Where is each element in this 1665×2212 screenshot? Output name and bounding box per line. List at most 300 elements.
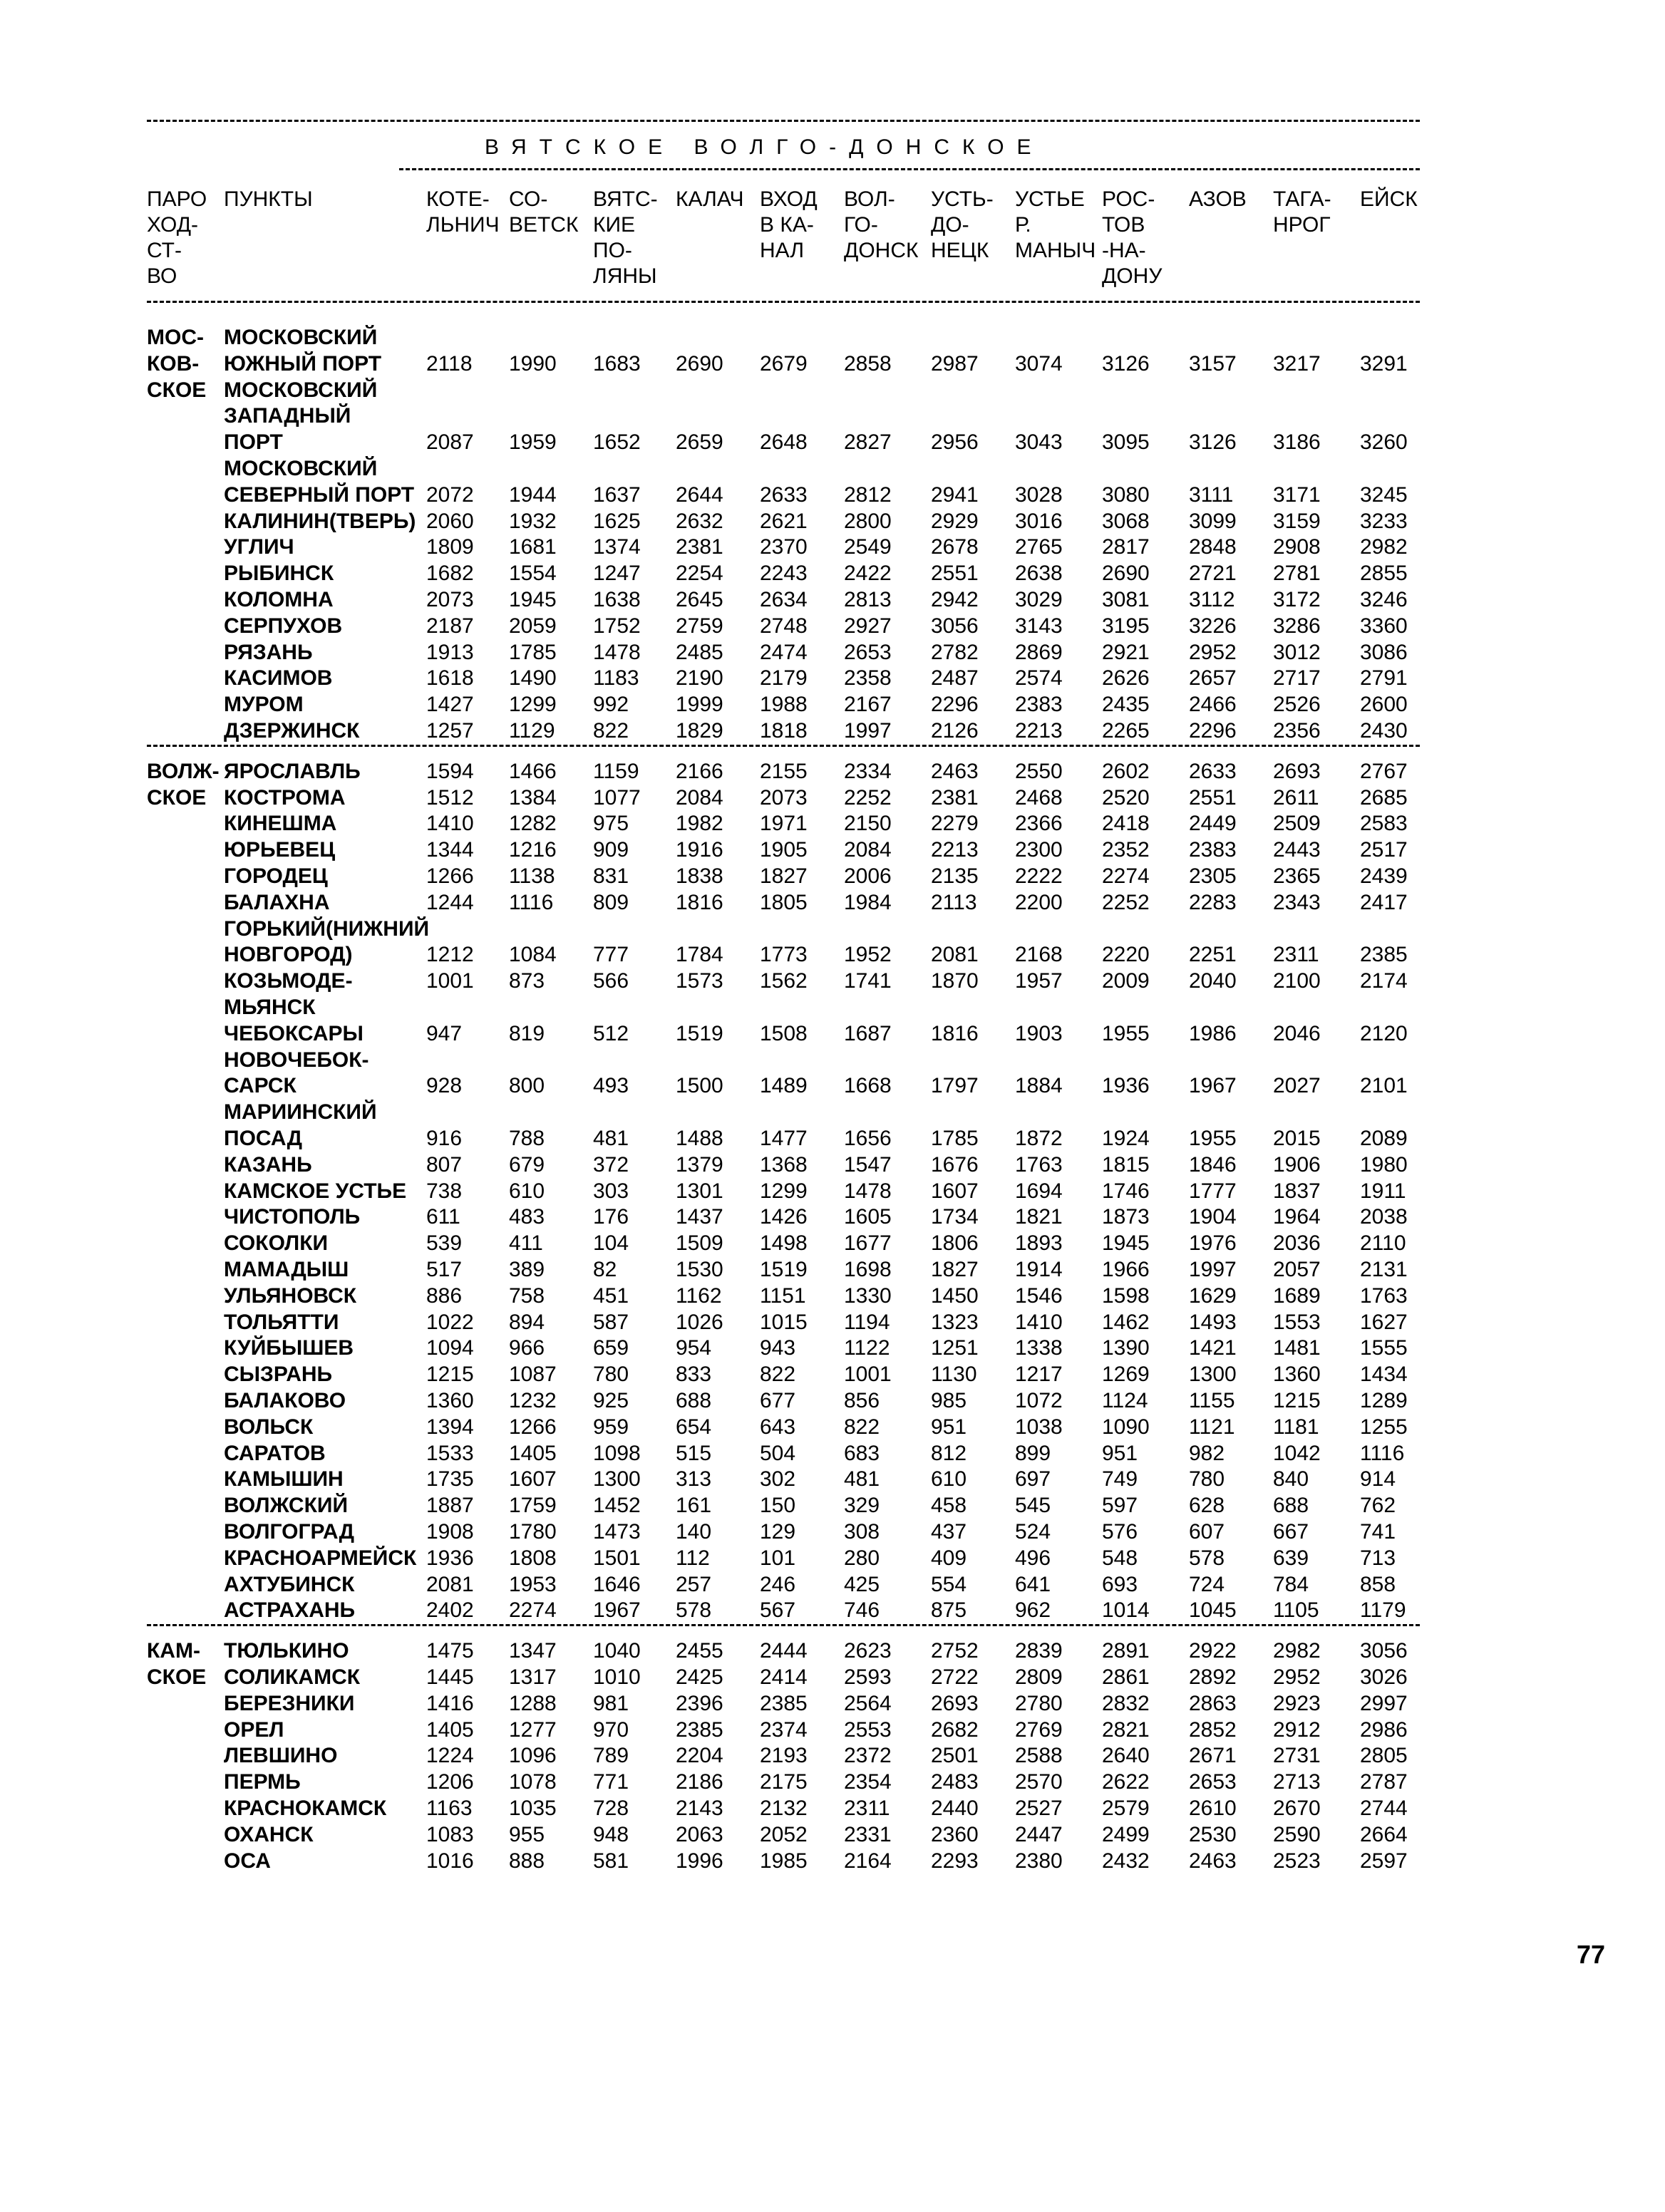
table-cell: 1605 <box>844 1205 892 1229</box>
table-cell: 1827 <box>931 1258 979 1281</box>
table-cell: 2164 <box>844 1849 892 1873</box>
table-cell: 1512 <box>426 785 474 810</box>
table-cell: 2855 <box>1360 562 1408 586</box>
table-cell: 1955 <box>1102 1021 1150 1045</box>
table-cell: 1015 <box>760 1310 808 1334</box>
table-cell: 1087 <box>509 1363 557 1387</box>
table-cell: 2383 <box>1189 838 1237 862</box>
table-cell: 2812 <box>844 482 892 507</box>
table-cell: 2356 <box>1273 719 1321 743</box>
table-cell: 1827 <box>760 864 808 888</box>
table-cell: 3028 <box>1015 482 1063 507</box>
row-label: ЮРЬЕВЕЦ <box>224 838 336 862</box>
table-cell: 610 <box>509 1179 545 1203</box>
table-cell: 308 <box>844 1520 880 1544</box>
table-cell: 916 <box>426 1127 463 1150</box>
table-cell: 2352 <box>1102 838 1150 862</box>
table-cell: 1090 <box>1102 1415 1150 1439</box>
column-header: АЗОВ <box>1189 187 1247 211</box>
table-cell: 1627 <box>1360 1310 1408 1334</box>
table-cell: 566 <box>593 969 629 993</box>
table-cell: 1478 <box>593 640 641 664</box>
table-cell: 2780 <box>1015 1691 1063 1715</box>
table-cell: 2131 <box>1360 1258 1408 1281</box>
table-cell: 2220 <box>1102 943 1150 967</box>
table-cell: 524 <box>1015 1520 1051 1544</box>
table-cell: 693 <box>1102 1572 1138 1596</box>
table-cell: 2956 <box>931 430 979 455</box>
table-cell: 1347 <box>509 1639 557 1663</box>
table-cell: 607 <box>1189 1520 1225 1544</box>
table-cell: 1338 <box>1015 1336 1063 1360</box>
table-cell: 3074 <box>1015 351 1063 376</box>
table-cell: 2175 <box>760 1770 808 1794</box>
table-cell: 2791 <box>1360 666 1408 691</box>
table-cell: 1741 <box>844 969 892 993</box>
table-cell: 3086 <box>1360 640 1408 664</box>
table-cell: 2396 <box>676 1691 723 1715</box>
table-cell: 1945 <box>509 588 557 611</box>
table-cell: 856 <box>844 1389 880 1412</box>
table-cell: 2213 <box>931 838 979 862</box>
table-cell: 1368 <box>760 1152 808 1177</box>
table-cell: 2046 <box>1273 1021 1321 1045</box>
table-cell: 2550 <box>1015 759 1063 783</box>
group-label: КАМ- <box>147 1639 200 1663</box>
table-cell: 1815 <box>1102 1152 1150 1177</box>
table-cell: 2863 <box>1189 1691 1237 1715</box>
table-cell: 2265 <box>1102 719 1150 743</box>
table-cell: 3029 <box>1015 588 1063 611</box>
table-cell: 2385 <box>1360 943 1408 967</box>
table-cell: 1300 <box>1189 1363 1237 1387</box>
table-cell: 1116 <box>1360 1441 1405 1465</box>
table-cell: 2892 <box>1189 1665 1237 1689</box>
row-label: СЫЗРАНЬ <box>224 1363 333 1387</box>
table-cell: 1162 <box>676 1283 722 1308</box>
table-cell: 2417 <box>1360 890 1408 914</box>
table-cell: 2671 <box>1189 1744 1237 1768</box>
table-cell: 812 <box>931 1441 967 1465</box>
table-cell: 2381 <box>676 535 723 559</box>
table-cell: 2748 <box>760 614 808 638</box>
table-cell: 2640 <box>1102 1744 1150 1768</box>
table-cell: 858 <box>1360 1572 1396 1596</box>
table-cell: 2520 <box>1102 785 1150 810</box>
table-cell: 2374 <box>760 1717 808 1742</box>
table-cell: 2693 <box>931 1691 979 1715</box>
table-cell: 1996 <box>676 1849 723 1873</box>
table-cell: 82 <box>593 1258 617 1281</box>
row-label: ГОРЬКИЙ(НИЖНИЙ <box>224 916 430 941</box>
table-cell: 313 <box>676 1467 712 1492</box>
table-cell: 943 <box>760 1336 796 1360</box>
table-cell: 176 <box>593 1205 629 1229</box>
table-cell: 129 <box>760 1520 796 1544</box>
table-cell: 1405 <box>426 1717 474 1742</box>
table-cell: 1072 <box>1015 1389 1063 1412</box>
page-number: 77 <box>1577 1940 1606 1969</box>
table-cell: 437 <box>931 1520 967 1544</box>
table-cell: 3217 <box>1273 351 1321 376</box>
table-cell: 966 <box>509 1336 545 1360</box>
row-label: САРАТОВ <box>224 1441 326 1465</box>
table-cell: 2435 <box>1102 693 1150 717</box>
table-cell: 1903 <box>1015 1021 1063 1045</box>
table-cell: 2693 <box>1273 759 1321 783</box>
table-cell: 1914 <box>1015 1258 1063 1281</box>
table-cell: 2781 <box>1273 562 1321 586</box>
table-cell: 2110 <box>1360 1231 1406 1256</box>
table-cell: 2402 <box>426 1598 474 1623</box>
table-cell: 389 <box>509 1258 545 1281</box>
table-cell: 1773 <box>760 943 808 967</box>
table-cell: 2466 <box>1189 693 1237 717</box>
table-cell: 2952 <box>1273 1665 1321 1689</box>
table-cell: 641 <box>1015 1572 1051 1596</box>
table-cell: 909 <box>593 838 629 862</box>
table-cell: 1216 <box>509 838 557 862</box>
table-cell: 639 <box>1273 1546 1309 1570</box>
table-cell: 1936 <box>426 1546 474 1570</box>
table-cell: 1251 <box>931 1336 979 1360</box>
table-cell: 611 <box>426 1205 460 1229</box>
table-cell: 1489 <box>760 1074 808 1098</box>
row-label: ЧИСТОПОЛЬ <box>224 1205 361 1229</box>
table-cell: 1816 <box>676 890 723 914</box>
table-cell: 504 <box>760 1441 796 1465</box>
table-cell: 2982 <box>1273 1639 1321 1663</box>
table-cell: 246 <box>760 1572 796 1596</box>
row-label: ГОРОДЕЦ <box>224 864 328 888</box>
table-cell: 2861 <box>1102 1665 1150 1689</box>
table-cell: 2588 <box>1015 1744 1063 1768</box>
table-cell: 822 <box>844 1415 880 1439</box>
table-cell: 1040 <box>593 1639 641 1663</box>
table-cell: 2809 <box>1015 1665 1063 1689</box>
table-cell: 2204 <box>676 1744 723 1768</box>
table-cell: 2193 <box>760 1744 808 1768</box>
group-label: КОВ- <box>147 351 200 376</box>
table-cell: 3157 <box>1189 351 1237 376</box>
table-cell: 2769 <box>1015 1717 1063 1742</box>
row-label: ЧЕБОКСАРЫ <box>224 1021 364 1045</box>
divider <box>147 1624 1420 1626</box>
table-cell: 2644 <box>676 482 723 507</box>
row-label: НОВГОРОД) <box>224 943 353 967</box>
table-cell: 654 <box>676 1415 712 1439</box>
table-cell: 2645 <box>676 588 723 611</box>
table-cell: 2986 <box>1360 1717 1408 1742</box>
table-cell: 2611 <box>1273 785 1319 810</box>
table-cell: 643 <box>760 1415 796 1439</box>
column-header: СО- ВЕТСК <box>509 187 579 237</box>
table-cell: 2551 <box>1189 785 1237 810</box>
table-cell: 2385 <box>676 1717 723 1742</box>
table-cell: 955 <box>509 1822 545 1846</box>
table-cell: 2487 <box>931 666 979 691</box>
table-cell: 3111 <box>1189 482 1234 507</box>
table-cell: 1026 <box>676 1310 723 1334</box>
column-header: ПУНКТЫ <box>224 187 313 211</box>
table-cell: 2685 <box>1360 785 1408 810</box>
table-cell: 2713 <box>1273 1770 1321 1794</box>
table-cell: 1288 <box>509 1691 557 1715</box>
table-cell: 1683 <box>593 351 641 376</box>
table-cell: 2717 <box>1273 666 1321 691</box>
table-cell: 628 <box>1189 1494 1225 1518</box>
table-cell: 2679 <box>760 351 808 376</box>
row-label: ЛЕВШИНО <box>224 1744 338 1768</box>
table-cell: 2952 <box>1189 640 1237 664</box>
table-cell: 1677 <box>844 1231 892 1256</box>
table-cell: 1816 <box>931 1021 979 1045</box>
table-cell: 2800 <box>844 509 892 533</box>
table-cell: 1266 <box>426 864 474 888</box>
table-cell: 2040 <box>1189 969 1237 993</box>
table-cell: 2305 <box>1189 864 1237 888</box>
table-cell: 1301 <box>676 1179 723 1203</box>
row-label: КРАСНОКАМСК <box>224 1797 387 1820</box>
table-cell: 2858 <box>844 351 892 376</box>
table-cell: 3081 <box>1102 588 1150 611</box>
table-cell: 2787 <box>1360 1770 1408 1794</box>
table-cell: 2222 <box>1015 864 1063 888</box>
table-cell: 1955 <box>1189 1127 1237 1150</box>
table-cell: 2425 <box>676 1665 723 1689</box>
table-cell: 948 <box>593 1822 629 1846</box>
table-cell: 1519 <box>676 1021 723 1045</box>
table-cell: 2143 <box>676 1797 723 1820</box>
row-label: МАМАДЫШ <box>224 1258 349 1281</box>
table-cell: 1215 <box>1273 1389 1321 1412</box>
table-cell: 1010 <box>593 1665 641 1689</box>
table-cell: 2072 <box>426 482 474 507</box>
table-cell: 1638 <box>593 588 641 611</box>
table-cell: 2372 <box>844 1744 892 1768</box>
row-label: МУРОМ <box>224 693 304 717</box>
table-cell: 1964 <box>1273 1205 1321 1229</box>
table-cell: 3095 <box>1102 430 1150 455</box>
table-cell: 2155 <box>760 759 808 783</box>
column-header: КОТЕ- ЛЬНИЧ <box>426 187 500 237</box>
table-cell: 2485 <box>676 640 723 664</box>
table-cell: 925 <box>593 1389 629 1412</box>
table-cell: 2678 <box>931 535 979 559</box>
table-cell: 2443 <box>1273 838 1321 862</box>
table-cell: 1646 <box>593 1572 641 1596</box>
table-cell: 1078 <box>509 1770 557 1794</box>
table-cell: 1554 <box>509 562 557 586</box>
table-cell: 2118 <box>426 351 473 376</box>
table-banner: ВЯТСКОЕ ВОЛГО-ДОНСКОЕ <box>485 135 1044 159</box>
table-cell: 1808 <box>509 1546 557 1570</box>
table-cell: 2089 <box>1360 1127 1408 1150</box>
table-cell: 3233 <box>1360 509 1408 533</box>
table-cell: 1045 <box>1189 1598 1237 1623</box>
table-cell: 2186 <box>676 1770 723 1794</box>
column-header: ТАГА- НРОГ <box>1273 187 1331 237</box>
table-cell: 2852 <box>1189 1717 1237 1742</box>
table-cell: 1763 <box>1360 1283 1408 1308</box>
table-cell: 1374 <box>593 535 641 559</box>
table-cell: 1906 <box>1273 1152 1321 1177</box>
table-cell: 992 <box>593 693 629 717</box>
table-cell: 1988 <box>760 693 808 717</box>
table-cell: 2848 <box>1189 535 1237 559</box>
table-cell: 1038 <box>1015 1415 1063 1439</box>
table-cell: 1952 <box>844 943 892 967</box>
table-cell: 2084 <box>676 785 723 810</box>
table-cell: 1734 <box>931 1205 979 1229</box>
table-cell: 2821 <box>1102 1717 1150 1742</box>
table-cell: 2060 <box>426 509 474 533</box>
table-cell: 1437 <box>676 1205 723 1229</box>
table-cell: 1809 <box>426 535 474 559</box>
table-cell: 1434 <box>1360 1363 1408 1387</box>
table-cell: 2283 <box>1189 890 1237 914</box>
row-label: ЯРОСЛАВЛЬ <box>224 759 361 783</box>
table-cell: 104 <box>593 1231 629 1256</box>
row-label: МОСКОВСКИЙ <box>224 457 378 480</box>
table-cell: 1500 <box>676 1074 723 1098</box>
table-cell: 1562 <box>760 969 808 993</box>
table-cell: 2767 <box>1360 759 1408 783</box>
table-cell: 2626 <box>1102 666 1150 691</box>
table-cell: 1105 <box>1273 1598 1319 1623</box>
table-cell: 161 <box>676 1494 712 1518</box>
table-cell: 1637 <box>593 482 641 507</box>
table-cell: 728 <box>593 1797 629 1820</box>
table-cell: 1785 <box>931 1127 979 1150</box>
table-cell: 2274 <box>509 1598 557 1623</box>
table-cell: 713 <box>1360 1546 1396 1570</box>
table-cell: 789 <box>593 1744 629 1768</box>
table-cell: 1966 <box>1102 1258 1150 1281</box>
table-cell: 822 <box>760 1363 796 1387</box>
table-cell: 1530 <box>676 1258 723 1281</box>
row-label: БАЛАКОВО <box>224 1389 346 1412</box>
table-cell: 1300 <box>593 1467 641 1492</box>
table-cell: 1212 <box>426 943 474 967</box>
table-cell: 1967 <box>1189 1074 1237 1098</box>
table-cell: 576 <box>1102 1520 1138 1544</box>
table-cell: 1122 <box>844 1336 890 1360</box>
row-label: РЫБИНСК <box>224 562 334 586</box>
table-cell: 2455 <box>676 1639 723 1663</box>
table-cell: 2439 <box>1360 864 1408 888</box>
table-cell: 800 <box>509 1074 545 1098</box>
table-cell: 1094 <box>426 1336 474 1360</box>
table-cell: 1908 <box>426 1520 474 1544</box>
table-cell: 112 <box>676 1546 710 1570</box>
table-cell: 1269 <box>1102 1363 1150 1387</box>
table-cell: 831 <box>593 864 629 888</box>
row-label: ТЮЛЬКИНО <box>224 1639 349 1663</box>
table-cell: 2721 <box>1189 562 1237 586</box>
table-cell: 2483 <box>931 1770 979 1794</box>
table-cell: 2057 <box>1273 1258 1321 1281</box>
table-cell: 2509 <box>1273 812 1321 836</box>
table-cell: 1215 <box>426 1363 474 1387</box>
table-cell: 1257 <box>426 719 474 743</box>
table-cell: 1159 <box>593 759 639 783</box>
table-cell: 981 <box>593 1691 629 1715</box>
table-cell: 2759 <box>676 614 723 638</box>
table-cell: 2279 <box>931 812 979 836</box>
table-cell: 2418 <box>1102 812 1150 836</box>
table-cell: 2987 <box>931 351 979 376</box>
table-cell: 1986 <box>1189 1021 1237 1045</box>
table-cell: 2622 <box>1102 1770 1150 1794</box>
table-cell: 2817 <box>1102 535 1150 559</box>
table-cell: 2579 <box>1102 1797 1150 1820</box>
table-cell: 1299 <box>760 1179 808 1203</box>
row-label: СЕВЕРНЫЙ ПОРТ <box>224 482 415 507</box>
table-cell: 2213 <box>1015 719 1063 743</box>
table-cell: 2744 <box>1360 1797 1408 1820</box>
table-cell: 2150 <box>844 812 892 836</box>
table-cell: 679 <box>509 1152 545 1177</box>
table-cell: 1959 <box>509 430 557 455</box>
group-label: ВОЛЖ- <box>147 759 220 783</box>
table-cell: 1179 <box>1360 1598 1406 1623</box>
table-cell: 780 <box>1189 1467 1225 1492</box>
table-cell: 746 <box>844 1598 880 1623</box>
table-cell: 2179 <box>760 666 808 691</box>
table-cell: 1001 <box>844 1363 892 1387</box>
table-cell: 1694 <box>1015 1179 1063 1203</box>
row-label: УГЛИЧ <box>224 535 294 559</box>
table-cell: 959 <box>593 1415 629 1439</box>
table-cell: 1872 <box>1015 1127 1063 1150</box>
table-cell: 2343 <box>1273 890 1321 914</box>
table-cell: 2036 <box>1273 1231 1321 1256</box>
table-cell: 2908 <box>1273 535 1321 559</box>
table-cell: 411 <box>509 1231 543 1256</box>
table-cell: 2370 <box>760 535 808 559</box>
table-cell: 1462 <box>1102 1310 1150 1334</box>
table-cell: 1984 <box>844 890 892 914</box>
table-cell: 1846 <box>1189 1152 1237 1177</box>
table-cell: 1084 <box>509 943 557 967</box>
table-cell: 1488 <box>676 1127 723 1150</box>
table-cell: 1519 <box>760 1258 808 1281</box>
table-cell: 1806 <box>931 1231 979 1256</box>
table-cell: 2501 <box>931 1744 979 1768</box>
table-cell: 2311 <box>844 1797 890 1820</box>
table-cell: 2254 <box>676 562 723 586</box>
table-cell: 2921 <box>1102 640 1150 664</box>
table-cell: 1130 <box>931 1363 977 1387</box>
table-cell: 1232 <box>509 1389 557 1412</box>
table-cell: 554 <box>931 1572 967 1596</box>
table-cell: 809 <box>593 890 629 914</box>
table-cell: 3195 <box>1102 614 1150 638</box>
table-cell: 667 <box>1273 1520 1309 1544</box>
table-cell: 784 <box>1273 1572 1309 1596</box>
group-label: СКОЕ <box>147 1665 207 1689</box>
table-cell: 2690 <box>1102 562 1150 586</box>
table-cell: 493 <box>593 1074 629 1098</box>
table-cell: 2657 <box>1189 666 1237 691</box>
table-cell: 2602 <box>1102 759 1150 783</box>
table-cell: 2621 <box>760 509 808 533</box>
table-cell: 2015 <box>1273 1127 1321 1150</box>
table-cell: 2432 <box>1102 1849 1150 1873</box>
table-cell: 659 <box>593 1336 629 1360</box>
table-cell: 1427 <box>426 693 474 717</box>
